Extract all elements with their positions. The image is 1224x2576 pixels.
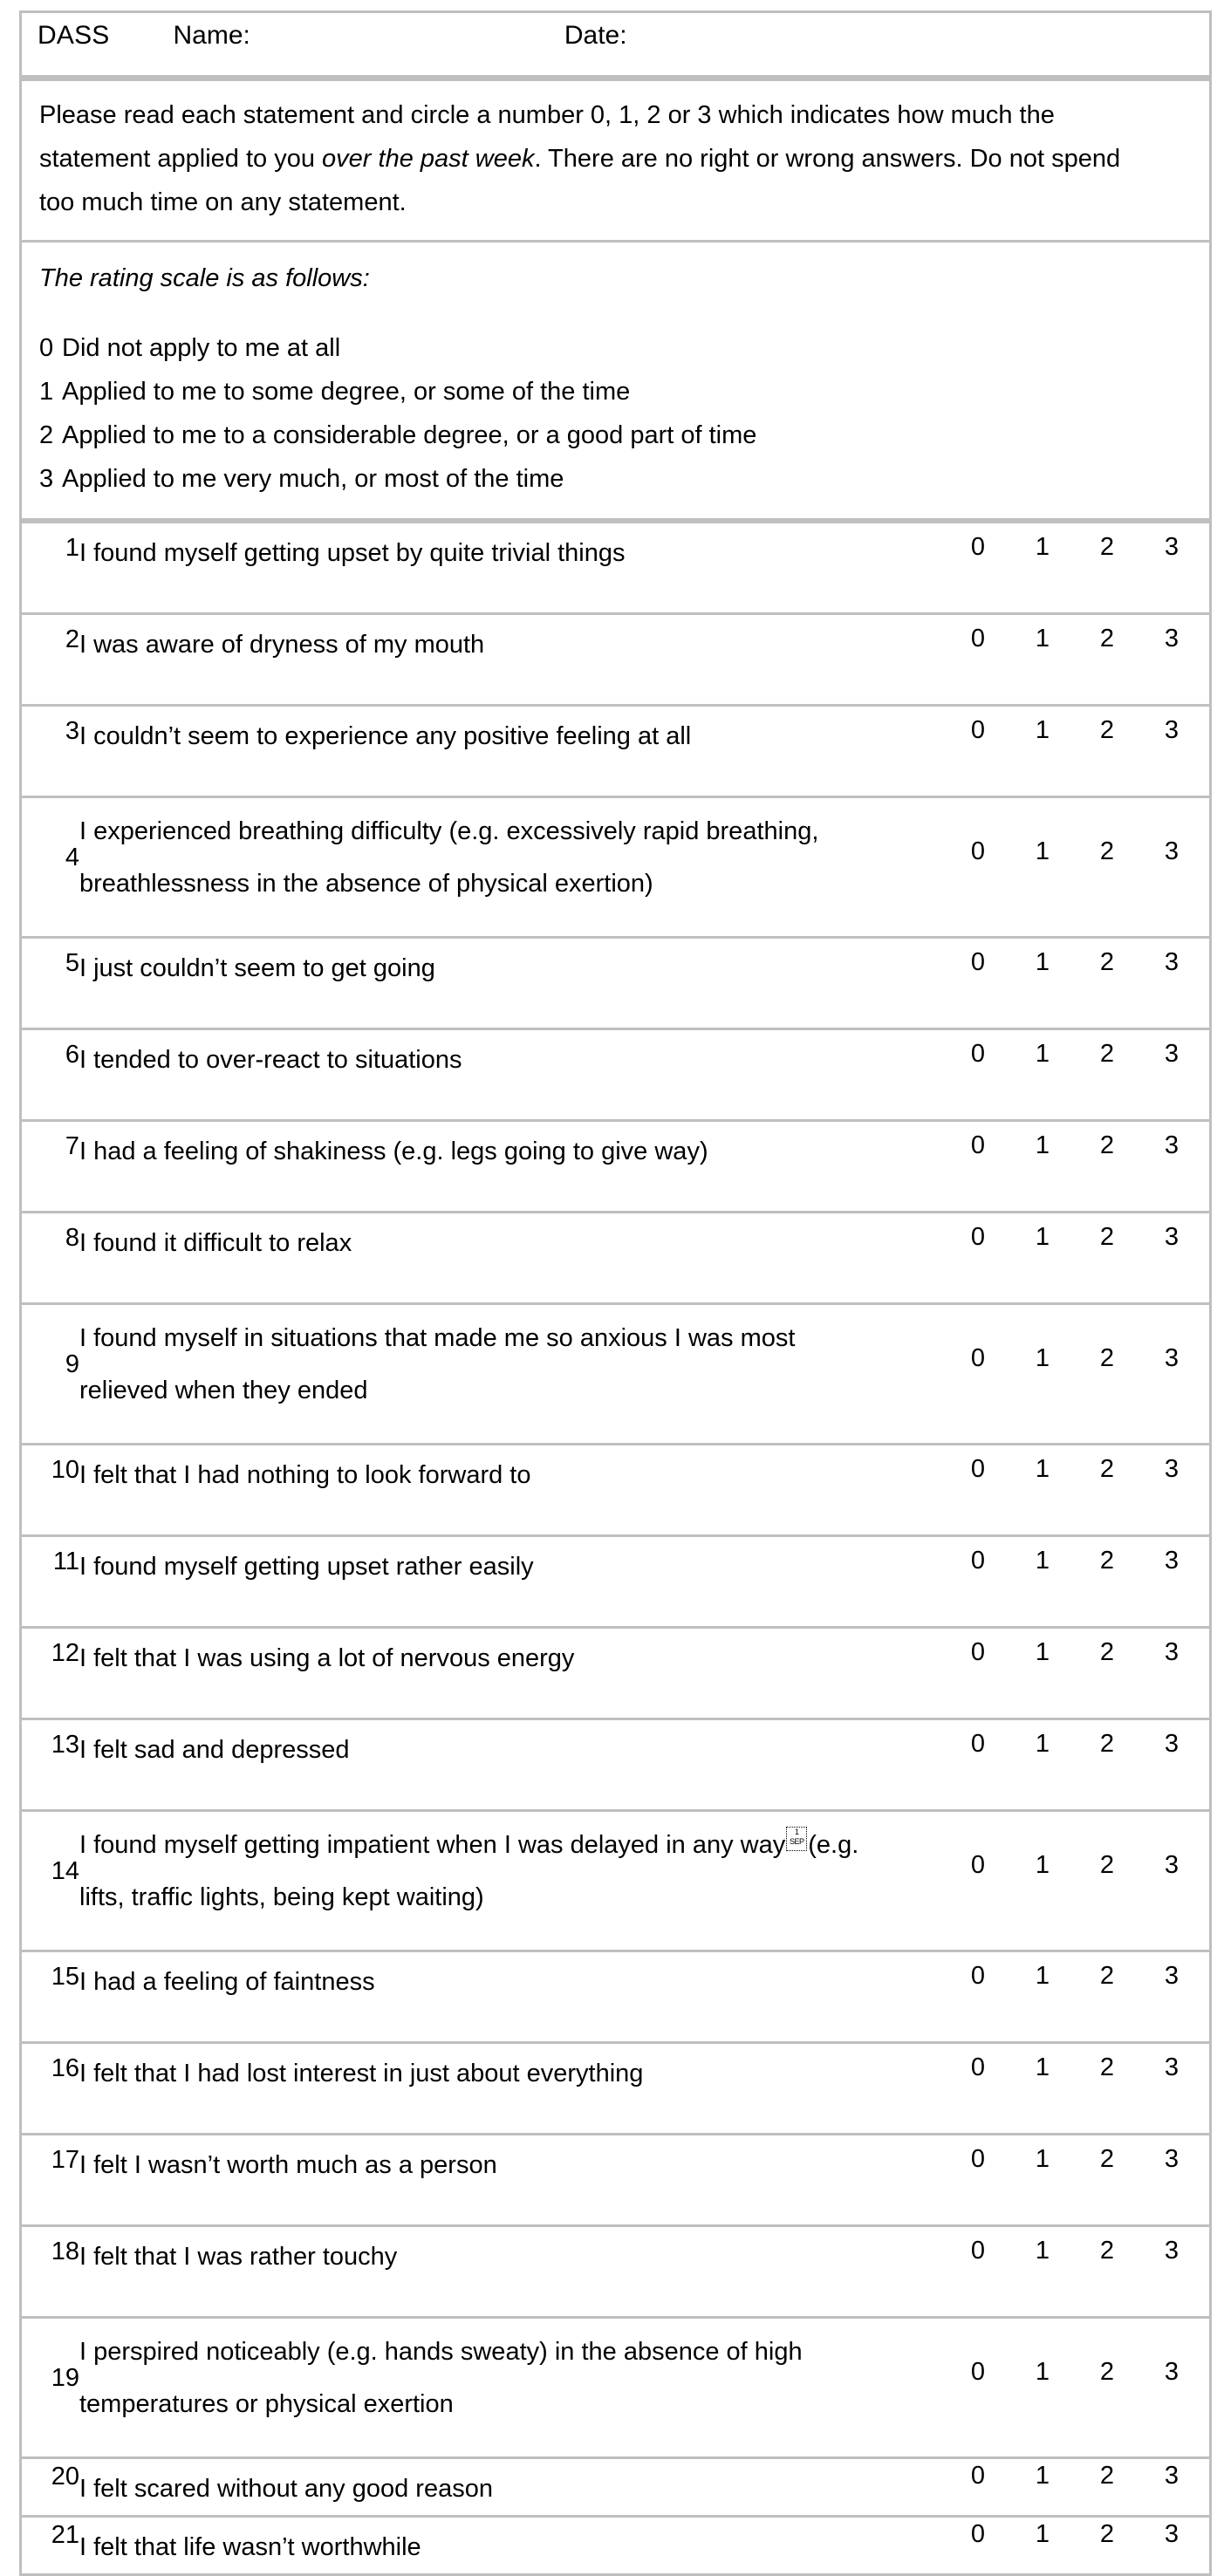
table-row [22,1627,1209,1718]
rating-choice-0[interactable]: 0 [970,1222,986,1251]
item-statement [79,1535,946,1627]
item-statement-line: I felt that I was using a lot of nervous energy [79,1643,575,1672]
item-rating-options[interactable] [946,1444,1209,1535]
item-number: 11 [22,1535,79,1627]
item-rating-options[interactable] [946,1303,1209,1444]
item-statement [79,2134,946,2225]
control-character-artifact-icon [786,1827,807,1851]
item-statement-line: temperatures or physical exertion [79,2389,454,2418]
item-rating-options[interactable] [946,937,1209,1028]
rating-choice-0[interactable]: 0 [970,2461,986,2490]
item-rating-options[interactable] [946,2516,1209,2574]
item-statement-line: I found myself getting impatient when I was delayed in any way 1 SEP (e.g. [79,1827,859,1859]
instructions-line-2 [39,137,1174,181]
item-number: 18 [22,2225,79,2317]
rating-choice-3[interactable]: 3 [1164,1637,1180,1666]
rating-choice-group[interactable] [946,838,1209,866]
rating-choice-0[interactable]: 0 [970,1546,986,1575]
table-row [22,613,1209,705]
item-number: 14 [22,1810,79,1951]
rating-choice-0[interactable]: 0 [970,2357,986,2386]
item-statement [79,2516,946,2574]
rating-choice-3[interactable]: 3 [1164,2053,1180,2081]
rating-choice-3[interactable]: 3 [1164,2357,1180,2386]
rating-choice-2[interactable]: 2 [1099,715,1115,744]
table-row [22,796,1209,937]
rating-choice-3[interactable]: 3 [1164,947,1180,976]
instructions-block [22,81,1209,243]
rating-choice-3[interactable]: 3 [1164,1039,1180,1068]
rating-scale-option-text: Did not apply to me at all [62,333,341,362]
item-rating-options[interactable] [946,796,1209,937]
item-rating-options[interactable] [946,2134,1209,2225]
rating-choice-group[interactable] [946,1963,1209,1991]
item-statement-line: I felt that I had nothing to look forward to [79,1460,531,1489]
item-rating-options[interactable] [946,2457,1209,2516]
instructions-line-2-part-b: . There are no right or wrong answers. Do not spend [534,145,1121,173]
item-statement-line: I felt sad and depressed [79,1735,350,1764]
item-number: 16 [22,2042,79,2134]
rating-scale-option [39,370,1192,413]
rating-choice-3[interactable]: 3 [1164,2144,1180,2173]
item-number: 3 [22,705,79,796]
item-statement-line: I couldn’t seem to experience any positive feeling at all [79,721,692,750]
rating-choice-3[interactable]: 3 [1164,532,1180,561]
rating-choice-group[interactable] [946,1548,1209,1575]
rating-scale-list [39,326,1192,501]
rating-choice-group[interactable] [946,2146,1209,2174]
rating-choice-2[interactable]: 2 [1099,2144,1115,2173]
item-statement-line: I perspired noticeably (e.g. hands sweaty) in the absence of high [79,2337,803,2366]
item-statement-line: I felt I wasn’t worth much as a person [79,2150,497,2179]
item-rating-options[interactable] [946,1028,1209,1120]
item-statement-line: I found myself getting upset by quite trivial things [79,538,626,567]
rating-choice-2[interactable]: 2 [1099,1637,1115,1666]
rating-choice-group[interactable] [946,2054,1209,2082]
questionnaire-items-body [22,522,1209,2574]
table-row [22,2225,1209,2317]
rating-choice-group[interactable] [946,534,1209,562]
rating-choice-2[interactable]: 2 [1099,837,1115,865]
item-statement-line: I had a feeling of shakiness (e.g. legs going to give way) [79,1137,708,1165]
rating-choice-0[interactable]: 0 [970,2236,986,2265]
rating-choice-group[interactable] [946,717,1209,745]
item-statement-line: lifts, traffic lights, being kept waiting) [79,1882,484,1911]
rating-choice-0[interactable]: 0 [970,2144,986,2173]
item-statement-line: I had a feeling of faintness [79,1967,375,1996]
item-statement [79,1303,946,1444]
rating-choice-3[interactable]: 3 [1164,624,1180,653]
item-number: 12 [22,1627,79,1718]
table-row [22,1810,1209,1951]
rating-choice-group[interactable] [946,1731,1209,1759]
rating-choice-group[interactable] [946,1456,1209,1484]
item-statement [79,2042,946,2134]
rating-choice-3[interactable]: 3 [1164,1729,1180,1758]
date-field-label[interactable]: Date: [564,21,627,50]
rating-choice-group[interactable] [946,1041,1209,1069]
rating-choice-0[interactable]: 0 [970,715,986,744]
questionnaire-items-table [22,521,1209,2576]
rating-choice-2[interactable]: 2 [1099,1222,1115,1251]
item-number: 5 [22,937,79,1028]
item-rating-options[interactable] [946,613,1209,705]
rating-choice-3[interactable]: 3 [1164,1850,1180,1879]
control-character-artifact-top: 1 [794,1827,799,1836]
item-number: 8 [22,1212,79,1303]
rating-choice-0[interactable]: 0 [970,2519,986,2548]
item-statement [79,522,946,613]
item-number: 10 [22,1444,79,1535]
rating-scale-option-text: Applied to me to a considerable degree, or a good part of time [62,420,757,449]
rating-choice-2[interactable]: 2 [1099,624,1115,653]
rating-choice-group[interactable] [946,1224,1209,1252]
rating-choice-1[interactable]: 1 [1035,1222,1050,1251]
rating-choice-2[interactable]: 2 [1099,2053,1115,2081]
item-number: 9 [22,1303,79,1444]
rating-choice-0[interactable]: 0 [970,1039,986,1068]
item-number: 21 [22,2516,79,2574]
rating-choice-2[interactable]: 2 [1099,2519,1115,2548]
form-header [22,13,1209,81]
item-statement [79,2457,946,2516]
rating-choice-1[interactable]: 1 [1035,2053,1050,2081]
rating-choice-1[interactable]: 1 [1035,2144,1050,2173]
rating-choice-3[interactable]: 3 [1164,2236,1180,2265]
rating-choice-group[interactable] [946,2463,1209,2491]
rating-choice-1[interactable]: 1 [1035,2461,1050,2490]
table-row [22,1028,1209,1120]
rating-choice-2[interactable]: 2 [1099,2236,1115,2265]
rating-choice-2[interactable]: 2 [1099,1961,1115,1990]
rating-scale-option-value: 0 [39,333,54,362]
table-row [22,705,1209,796]
rating-choice-1[interactable]: 1 [1035,1850,1050,1879]
item-statement-line: I felt that I had lost interest in just about everything [79,2059,644,2087]
table-row [22,2317,1209,2457]
item-number: 19 [22,2317,79,2457]
rating-choice-1[interactable]: 1 [1035,1039,1050,1068]
table-row [22,2134,1209,2225]
item-statement [79,1120,946,1212]
item-rating-options[interactable] [946,1627,1209,1718]
item-rating-options[interactable] [946,1120,1209,1212]
table-row [22,1212,1209,1303]
rating-choice-1[interactable]: 1 [1035,2357,1050,2386]
rating-choice-0[interactable]: 0 [970,1343,986,1372]
rating-choice-1[interactable]: 1 [1035,1729,1050,1758]
table-row [22,2042,1209,2134]
item-number: 2 [22,613,79,705]
form-sheet [19,10,1212,2576]
table-row [22,1444,1209,1535]
rating-scale-block [22,243,1209,521]
item-number: 7 [22,1120,79,1212]
item-statement-line: I was aware of dryness of my mouth [79,630,485,659]
table-row [22,522,1209,613]
rating-scale-option-value: 1 [39,377,54,406]
rating-choice-0[interactable]: 0 [970,532,986,561]
rating-choice-1[interactable]: 1 [1035,947,1050,976]
rating-choice-0[interactable]: 0 [970,1850,986,1879]
table-row [22,2516,1209,2574]
rating-choice-group[interactable] [946,2359,1209,2387]
item-statement [79,1444,946,1535]
item-number: 20 [22,2457,79,2516]
item-rating-options[interactable] [946,1535,1209,1627]
item-statement [79,1951,946,2042]
item-rating-options[interactable] [946,1951,1209,2042]
name-field-label[interactable]: Name: [173,21,250,50]
rating-choice-2[interactable]: 2 [1099,1131,1115,1159]
rating-choice-1[interactable]: 1 [1035,2519,1050,2548]
item-statement [79,1718,946,1810]
rating-scale-option-text: Applied to me to some degree, or some of the time [62,377,631,406]
table-row [22,937,1209,1028]
item-statement [79,2225,946,2317]
item-statement-line: I just couldn’t seem to get going [79,953,435,982]
rating-choice-0[interactable]: 0 [970,1131,986,1159]
rating-choice-0[interactable]: 0 [970,1961,986,1990]
rating-scale-option-value: 3 [39,464,54,493]
rating-choice-1[interactable]: 1 [1035,837,1050,865]
rating-choice-group[interactable] [946,949,1209,977]
control-character-artifact-bottom: SEP [789,1836,804,1846]
rating-choice-3[interactable]: 3 [1164,2461,1180,2490]
instructions-emphasis-past-week: over the past week [322,145,535,173]
rating-choice-3[interactable]: 3 [1164,1131,1180,1159]
item-statement [79,2317,946,2457]
item-rating-options[interactable] [946,1810,1209,1951]
rating-choice-0[interactable]: 0 [970,837,986,865]
instructions-line-3: too much time on any statement. [39,188,407,216]
rating-choice-3[interactable]: 3 [1164,1222,1180,1251]
item-statement [79,1810,946,1951]
rating-choice-1[interactable]: 1 [1035,1343,1050,1372]
item-number: 17 [22,2134,79,2225]
item-number: 6 [22,1028,79,1120]
item-statement [79,796,946,937]
table-row [22,2457,1209,2516]
rating-choice-3[interactable]: 3 [1164,1343,1180,1372]
rating-choice-group[interactable] [946,1132,1209,1160]
item-statement [79,1028,946,1120]
rating-choice-group[interactable] [946,625,1209,653]
rating-choice-0[interactable]: 0 [970,1454,986,1483]
table-row [22,1718,1209,1810]
table-row [22,1303,1209,1444]
item-number: 4 [22,796,79,937]
item-rating-options[interactable] [946,705,1209,796]
rating-choice-2[interactable]: 2 [1099,947,1115,976]
item-rating-options[interactable] [946,2225,1209,2317]
item-statement-line: I tended to over-react to situations [79,1045,462,1074]
rating-choice-1[interactable]: 1 [1035,624,1050,653]
instructions-line-1: Please read each statement and circle a number 0, 1, 2 or 3 which indicates how much the [39,101,1055,129]
item-statement-line: I found myself in situations that made me so anxious I was most [79,1323,796,1352]
rating-scale-option-text: Applied to me very much, or most of the time [62,464,564,493]
rating-choice-3[interactable]: 3 [1164,715,1180,744]
rating-choice-2[interactable]: 2 [1099,1850,1115,1879]
rating-choice-3[interactable]: 3 [1164,2519,1180,2548]
rating-choice-0[interactable]: 0 [970,624,986,653]
table-row [22,1535,1209,1627]
rating-choice-2[interactable]: 2 [1099,1546,1115,1575]
rating-choice-2[interactable]: 2 [1099,2357,1115,2386]
table-row [22,1120,1209,1212]
rating-choice-2[interactable]: 2 [1099,1343,1115,1372]
rating-choice-2[interactable]: 2 [1099,1454,1115,1483]
rating-scale-option [39,413,1192,457]
item-rating-options[interactable] [946,522,1209,613]
rating-choice-0[interactable]: 0 [970,947,986,976]
rating-choice-1[interactable]: 1 [1035,2236,1050,2265]
rating-choice-group[interactable] [946,1345,1209,1373]
rating-choice-group[interactable] [946,1852,1209,1880]
rating-choice-group[interactable] [946,2521,1209,2549]
rating-choice-3[interactable]: 3 [1164,1961,1180,1990]
item-statement [79,705,946,796]
item-rating-options[interactable] [946,2042,1209,2134]
item-statement-line: breathlessness in the absence of physical exertion) [79,869,653,898]
item-rating-options[interactable] [946,1212,1209,1303]
item-statement-line: I felt scared without any good reason [79,2474,493,2503]
item-statement [79,1627,946,1718]
item-number: 13 [22,1718,79,1810]
form-title: DASS [38,21,110,50]
item-statement [79,613,946,705]
item-statement-line: I found it difficult to relax [79,1228,352,1257]
instructions-line-2-part-a: statement applied to you [39,145,323,173]
item-statement-line: I felt that life wasn’t worthwhile [79,2532,421,2561]
rating-choice-2[interactable]: 2 [1099,1039,1115,1068]
rating-choice-1[interactable]: 1 [1035,1454,1050,1483]
rating-choice-2[interactable]: 2 [1099,2461,1115,2490]
rating-choice-1[interactable]: 1 [1035,1131,1050,1159]
item-statement-line: I felt that I was rather touchy [79,2242,398,2271]
item-statement-line: relieved when they ended [79,1376,368,1404]
rating-choice-0[interactable]: 0 [970,1729,986,1758]
rating-choice-0[interactable]: 0 [970,1637,986,1666]
rating-choice-3[interactable]: 3 [1164,837,1180,865]
rating-scale-option [39,326,1192,370]
rating-choice-1[interactable]: 1 [1035,1637,1050,1666]
rating-scale-heading: The rating scale is as follows: [39,264,370,292]
item-number: 1 [22,522,79,613]
rating-choice-1[interactable]: 1 [1035,1546,1050,1575]
rating-scale-option-value: 2 [39,420,54,449]
rating-choice-group[interactable] [946,2238,1209,2265]
rating-choice-2[interactable]: 2 [1099,1729,1115,1758]
rating-choice-group[interactable] [946,1639,1209,1667]
item-statement [79,1212,946,1303]
rating-choice-3[interactable]: 3 [1164,1454,1180,1483]
rating-choice-2[interactable]: 2 [1099,532,1115,561]
rating-choice-1[interactable]: 1 [1035,715,1050,744]
item-statement-line: I found myself getting upset rather easily [79,1552,534,1581]
rating-scale-option [39,457,1192,501]
rating-choice-3[interactable]: 3 [1164,1546,1180,1575]
item-statement [79,937,946,1028]
item-number: 15 [22,1951,79,2042]
item-rating-options[interactable] [946,2317,1209,2457]
dass-questionnaire-page [0,10,1224,2576]
rating-choice-1[interactable]: 1 [1035,532,1050,561]
rating-choice-0[interactable]: 0 [970,2053,986,2081]
rating-choice-1[interactable]: 1 [1035,1961,1050,1990]
table-row [22,1951,1209,2042]
item-statement-line: I experienced breathing difficulty (e.g. excessively rapid breathing, [79,817,819,845]
item-rating-options[interactable] [946,1718,1209,1810]
